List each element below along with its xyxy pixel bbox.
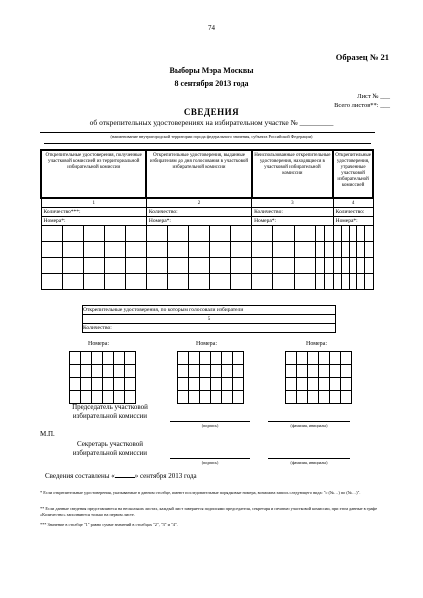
- document-subheading: об открепительных удостоверениях на избирательном участке № _________: [89, 118, 334, 127]
- column-number-1: 1: [41, 198, 146, 208]
- composed-date-line: [45, 472, 197, 480]
- quantity-label-4: Количество:: [333, 208, 373, 217]
- territory-note: (наименование внутригородской территории города федерального значения, субъекта Российской Федерации): [110, 134, 313, 139]
- quantity-label-1: Количество***:: [41, 208, 146, 217]
- chairman-label: Председатель участковой избирательной комиссии: [72, 403, 148, 420]
- sample-label: Образец № 21: [335, 52, 389, 62]
- election-date: 8 сентября 2013 года: [174, 79, 249, 88]
- numbers-label-2: Номера*:: [146, 217, 251, 226]
- sheets-total: Всего листов**: ___: [334, 102, 390, 109]
- stamp-place-label: М.П.: [40, 430, 55, 438]
- column-header-3: Неиспользованные открепительные удостоверения, находящиеся в участковой избирательной комиссии: [252, 150, 334, 198]
- summary-table: [82, 305, 336, 333]
- numbers-label-3: Номера*:: [252, 217, 334, 226]
- numbers-label-small-3: Номера:: [306, 341, 328, 347]
- main-table: [40, 149, 374, 290]
- secretary-label: Секретарь участковой избирательной комиссии: [72, 440, 148, 457]
- sheet-number: Лист № ___: [357, 93, 390, 100]
- composed-suffix: » сентября 2013 года: [134, 472, 197, 480]
- secretary-name-line: [268, 458, 350, 459]
- numbers-label-small-2: Номера:: [196, 341, 218, 347]
- column-header-2: Открепительные удостоверения, выданные избирателям до дня голосования в участковой избирательной комиссии: [146, 150, 251, 198]
- chairman-name-note: (фамилия, инициалы): [290, 423, 328, 428]
- grid-row: [41, 258, 373, 274]
- numbers-grid-2: [177, 351, 244, 404]
- composed-prefix: Сведения составлены «: [45, 472, 115, 480]
- grid-row: [41, 226, 373, 242]
- summary-number: 5: [83, 315, 336, 324]
- footnote-3: *** Значение в столбце "1" равно сумме значений в столбцах "2", "3" и "4".: [40, 522, 178, 527]
- quantity-label-3: Количество:: [252, 208, 334, 217]
- document-heading: СВЕДЕНИЯ: [183, 107, 240, 117]
- secretary-signature-line: [170, 458, 250, 459]
- grid-row: [41, 274, 373, 290]
- footnote-1: * Если открепительные удостоверения, указываемые в данном столбце, имеют последовательные порядковые номера, возможна запись следующего вида: "с (№…) по (№…)".: [40, 490, 361, 495]
- numbers-label-small-1: Номера:: [88, 341, 110, 347]
- column-header-1: Открепительные удостоверения, полученные участковой комиссией из территориальной избирательной комиссии: [41, 150, 146, 198]
- summary-quantity-label: Количество:: [83, 324, 336, 333]
- numbers-label-1: Номера*:: [41, 217, 146, 226]
- column-number-2: 2: [146, 198, 251, 208]
- chairman-name-line: [268, 421, 350, 422]
- election-title: Выборы Мэра Москвы: [169, 66, 254, 75]
- secretary-signature-note: (подпись): [201, 460, 219, 465]
- chairman-signature-line: [170, 421, 250, 422]
- summary-title: Открепительные удостоверения, по которым голосовали избиратели: [83, 306, 336, 315]
- column-number-3: 3: [252, 198, 334, 208]
- grid-row: [41, 242, 373, 258]
- numbers-grid-3: [285, 351, 352, 404]
- quantity-label-2: Количество:: [146, 208, 251, 217]
- column-number-4: 4: [333, 198, 373, 208]
- territory-line: [40, 132, 375, 133]
- secretary-name-note: (фамилия, инициалы): [290, 460, 328, 465]
- chairman-signature-note: (подпись): [201, 423, 219, 428]
- numbers-grid-1: [69, 351, 136, 404]
- day-blank: [115, 477, 135, 478]
- footnote-2: ** Если данные сведения представляются на нескольких листах, каждый лист заверяется подписями председателя, секретаря и печатью участковой комиссии, при этом данные в графе «Количество» заполняются только на первом листе.: [40, 506, 378, 517]
- numbers-label-4: Номера*:: [333, 217, 373, 226]
- page-number: 74: [208, 24, 215, 32]
- column-header-4: Открепительные удостоверения, утраченные участковой избирательной комиссией: [333, 150, 373, 198]
- divider-line: [44, 143, 371, 144]
